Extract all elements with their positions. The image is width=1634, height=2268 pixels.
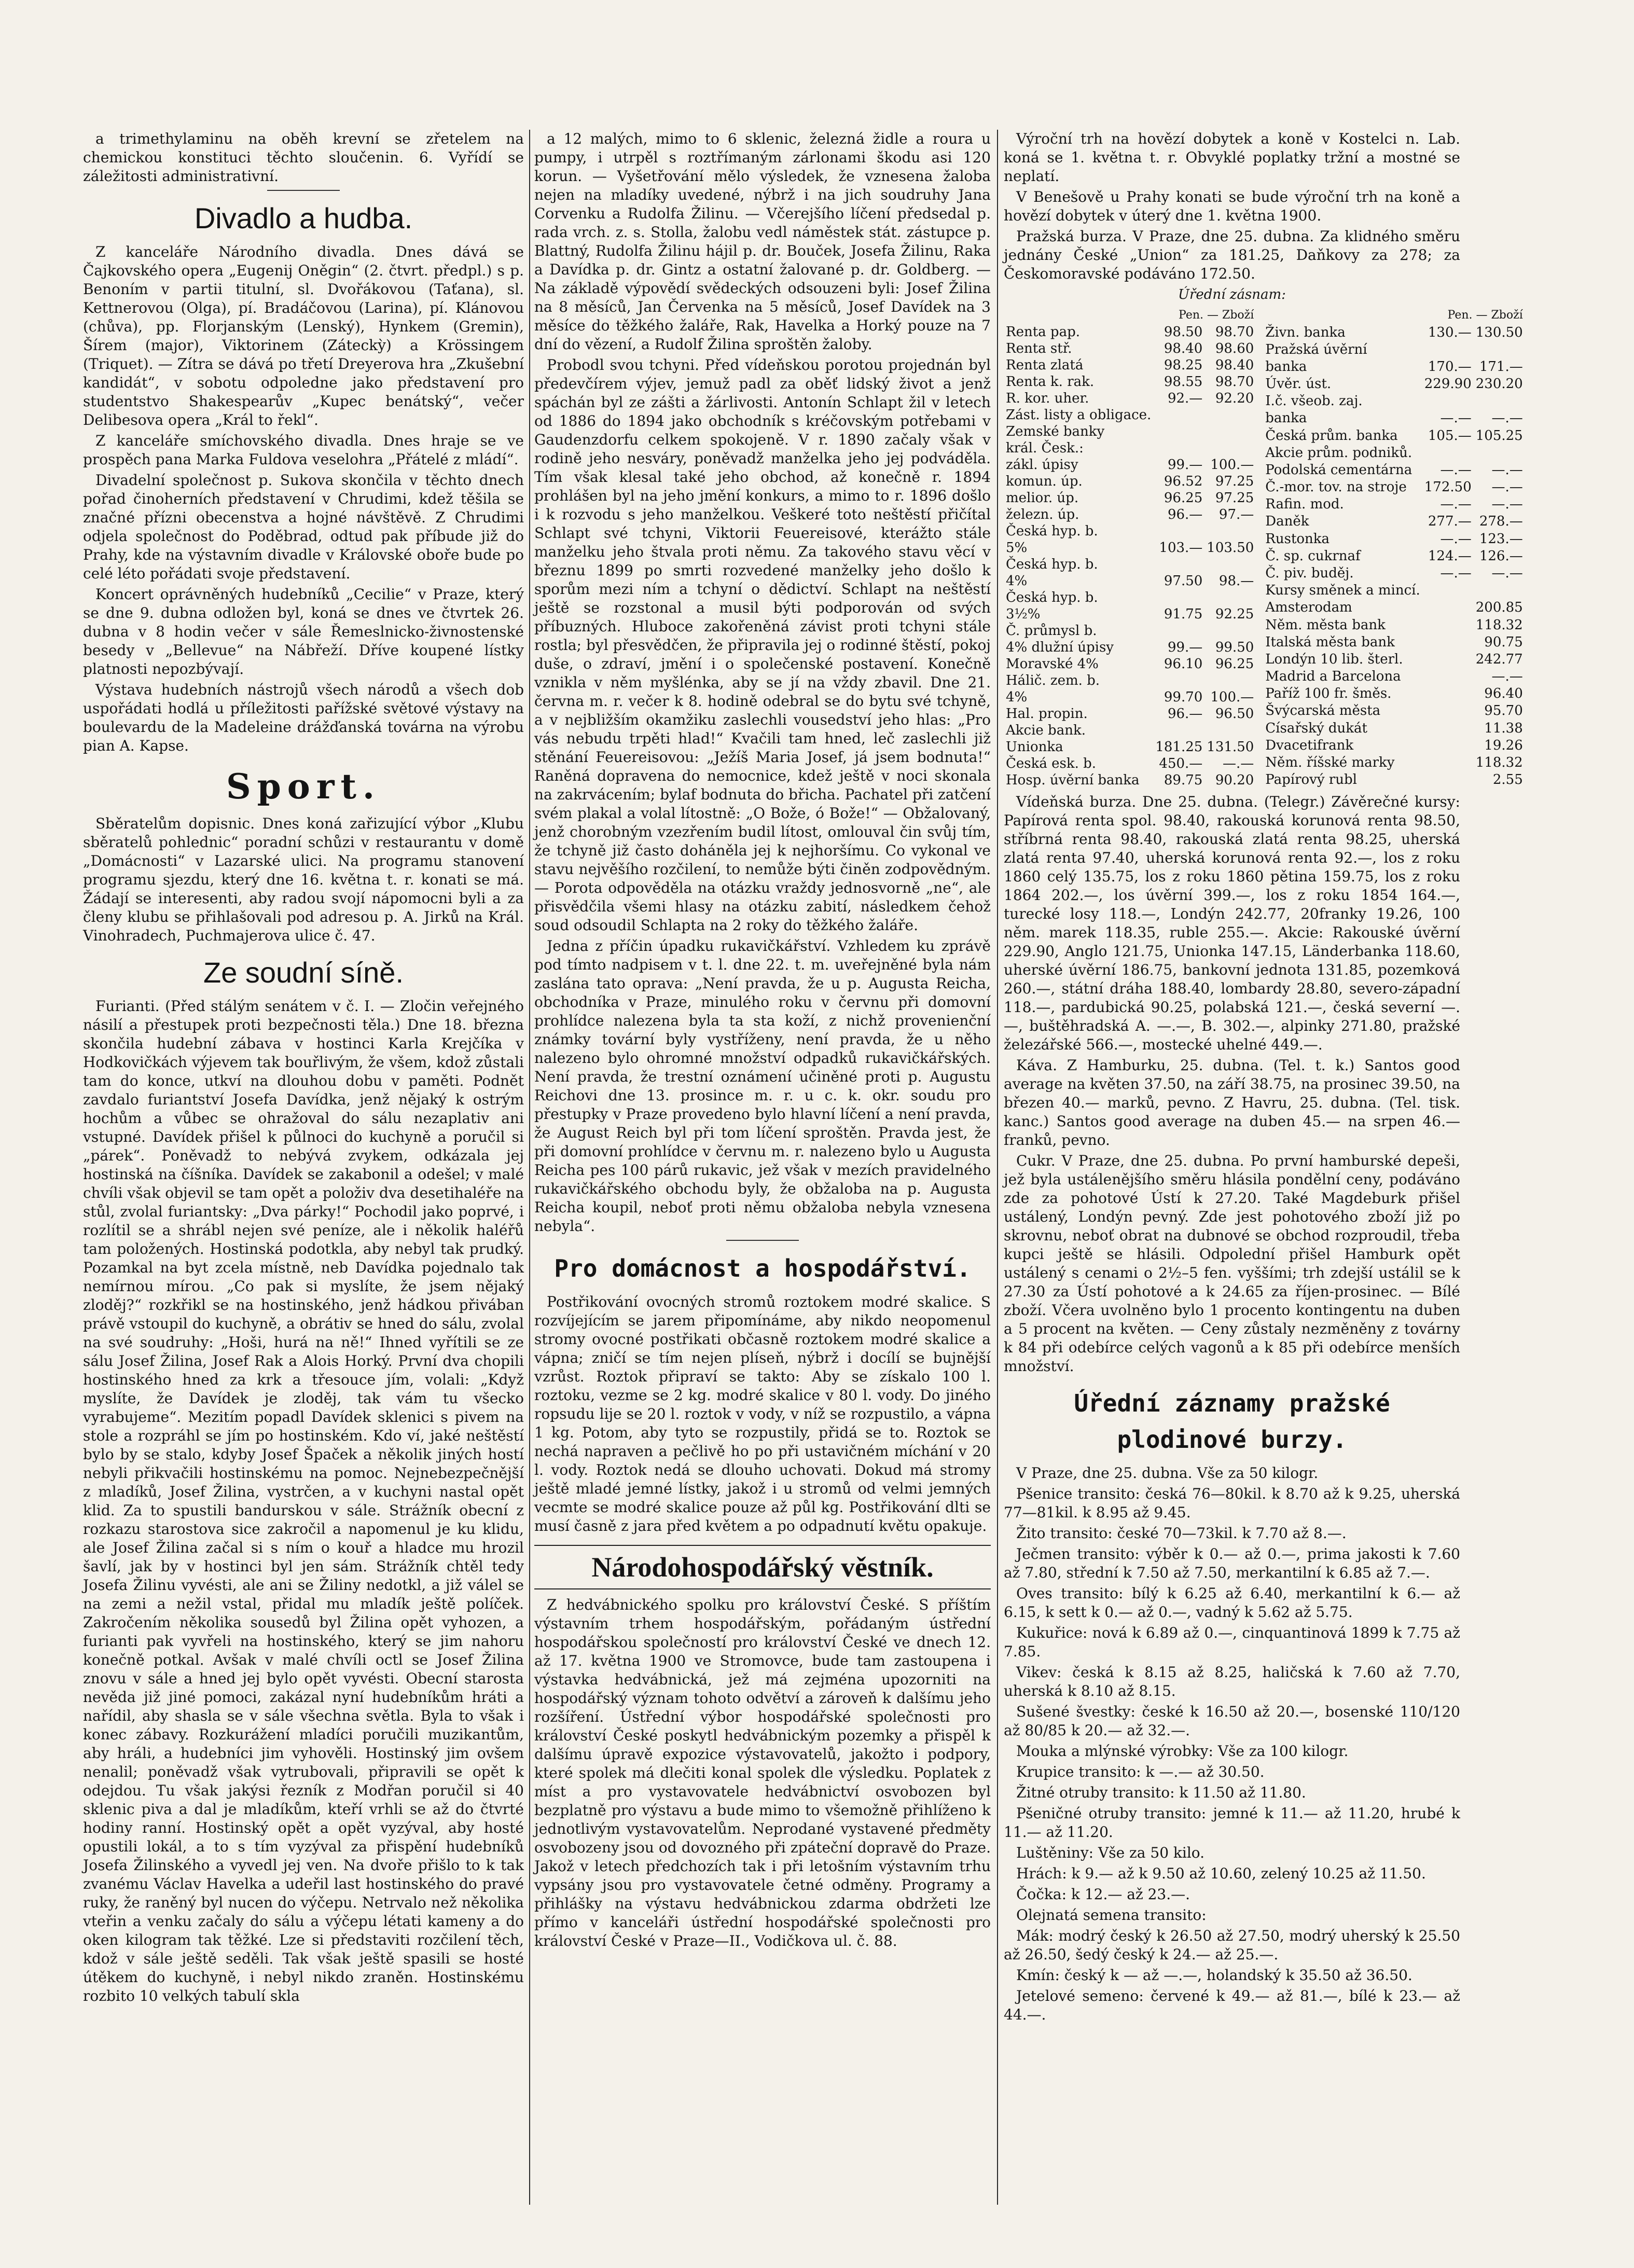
table-cell-value: 92.20 <box>1215 391 1254 406</box>
table-cell-value: 172.50 <box>1424 479 1472 495</box>
article-paragraph: Z kanceláře Národního divadla. Dnes dává se Čajkovského opera „Eugenij Oněgin“ (2. čtvrt. předpl.) s p. Benoním v partii titulní, sl. Dvořákovou (Taťana), sl. Kettnerovou (Olga), pí. Bradáčovou (Larina), pí. Klánovou (chůva), pp. Florjanským (Lenský), Hynkem (Gremin), Šírem (major), Viktorinem (Záteckỳ) a Krössingem (Triquet). — Zítra se dává po třetí Dreyerova hra „Zkušební kandidát“, v sobotu odpoledne jako představení pro studentstvo Shakespearův „Kupec benátský“, večer Delibesova opera „Král to řekl“. <box>83 243 524 428</box>
table-cell-value <box>1474 393 1525 410</box>
table-cell-value: 170.— <box>1428 358 1472 375</box>
table-row <box>1004 324 1256 340</box>
table-cell-label: Unionka <box>1006 739 1063 755</box>
column-3 <box>1004 130 1523 2205</box>
table-cell-value <box>1204 672 1256 689</box>
table-cell-value <box>1153 623 1204 639</box>
table-cell-label: Č. průmysl b. <box>1006 623 1097 639</box>
exchange-table-left <box>1004 307 1256 789</box>
table-row <box>1004 639 1256 656</box>
table-cell-value: 99.— <box>1167 457 1203 473</box>
column-rule <box>997 130 998 2205</box>
table-cell-label: Císařský dukát <box>1265 720 1367 736</box>
table-row <box>1263 651 1525 668</box>
article-paragraph: Výroční trh na hovězí dobytek a koně v Kostelci n. Lab. koná se 1. května t. r. Obvyklé poplatky tržní a mostné se neplatí. <box>1004 130 1460 185</box>
article-paragraph: V Benešově u Prahy konati se bude výroční trh na koně a hovězí dobytek v úterý dne 1. května 1900. <box>1004 188 1460 224</box>
table-cell-value: 92.25 <box>1215 606 1254 622</box>
table-cell-label: Renta stř. <box>1006 341 1072 356</box>
section-heading-sport: Sport. <box>226 766 381 807</box>
table-cell-label: Amsterodam <box>1265 600 1352 616</box>
article-paragraph: Oves transito: bílý k 6.25 až 6.40, merkantilní k 6.— až 6.15, k sett k 0.— až 0.—, vadný k 5.62 až 5.75. <box>1004 1585 1460 1621</box>
table-cell-value <box>1422 702 1474 720</box>
table-cell-value <box>1153 523 1204 540</box>
table-header: Pen. — Zboží <box>1179 309 1254 322</box>
section-heading-domacnost: Pro domácnost a hospodářství. <box>554 1254 971 1282</box>
table-cell-value <box>1204 623 1256 639</box>
table-cell-value: 92.— <box>1167 391 1203 406</box>
table-row <box>1004 755 1256 772</box>
column-2 <box>534 130 991 2205</box>
table-cell-value: 98.— <box>1218 573 1254 589</box>
table-cell-label: 3½% <box>1006 606 1041 622</box>
table-cell-label: Česká hyp. b. <box>1006 590 1098 605</box>
table-row <box>1263 513 1525 530</box>
table-cell-value: 98.40 <box>1164 341 1203 356</box>
table-cell-value <box>1422 616 1474 633</box>
article-paragraph: V Praze, dne 25. dubna. Vše za 50 kilogr. <box>1016 1464 1319 1482</box>
article-paragraph: Cukr. V Praze, dne 25. dubna. Po první hamburské depeši, jež byla ustálenějšího směru hlásila pondělní ceny, podáváno zde za pohotové Ústí k 27.20. Také Magdeburk přišel ustálený, Londýn pevný. Zde jest pohotového zboží již po skrovnu, neboť obrat na dubnové se obchod rozproudil, třeba kupci ještě se hlásili. Odpolední přišel Hamburk opět ustálený s cenami o 2½–5 fen. vyššími; trh zdejší ustálil se k 27.30 za Ústí pohotové a k 24.65 za říjen-prosinec. — Bílé zboží. Včera uvolněno bylo 1 procento kontingentu na duben a 5 procent na květen. — Ceny zůstaly nezměněny z továrny k 84 při odebírce celých vagonů a k 85 při odebírce menších množství. <box>1004 1152 1460 1375</box>
table-cell-value: —.— <box>1223 756 1254 771</box>
table-cell-value: 99.— <box>1167 640 1203 655</box>
table-row <box>1263 564 1525 582</box>
table-cell-label: Papírový rubl <box>1265 772 1357 788</box>
table-cell-value <box>1153 440 1204 457</box>
table-cell-value: 181.25 <box>1155 739 1203 755</box>
article-paragraph: Čočka: k 12.— až 23.—. <box>1016 1886 1190 1903</box>
table-cell-value: 96.40 <box>1484 686 1523 702</box>
table-cell-label: Renta zlatá <box>1006 357 1084 373</box>
table-cell-label: Londýn 10 lib. šterl. <box>1265 651 1403 667</box>
table-cell-value: 96.10 <box>1164 656 1203 672</box>
table-cell-label: Paříž 100 fr. šměs. <box>1265 686 1392 702</box>
table-cell-label: Rafin. mod. <box>1265 496 1344 513</box>
table-cell-value: 278.— <box>1479 514 1523 530</box>
section-heading-narodohospodarsky: Národohospodářský věstník. <box>534 1545 991 1589</box>
table-cell-label: 4% dlužní úpisy <box>1006 640 1114 655</box>
table-cell-label: Česká hyp. b. <box>1006 557 1098 572</box>
table-row <box>1263 702 1525 720</box>
column-rule <box>529 130 530 2205</box>
table-row <box>1004 722 1256 739</box>
table-cell-value: 97.50 <box>1164 573 1203 589</box>
table-cell-value: 229.90 <box>1424 376 1472 392</box>
article-paragraph: Jetelové semeno: červené k 49.— až 81.—, bílé k 23.— až 44.—. <box>1004 1987 1460 2023</box>
table-cell-label: Česká esk. b. <box>1006 756 1097 771</box>
table-cell-value <box>1422 582 1474 599</box>
table-cell-value: —.— <box>1440 410 1472 426</box>
article-paragraph: a 12 malých, mimo to 6 sklenic, železná židle a roura u pumpy, i utrpěl s roztřímaným zárlonami škodu asi 120 korun. — Vyšetřování mělo výsledek, že vznesena žaloba nejen na mladíky uvedené, nýbrž i na jich soudruhy Jana Corvenku a Rudolfa Žilinu. — Včerejšího líčení předsedal p. rada vrch. z. s. Stolla, žalobu vedl náměstek stát. zástupce p. Blattný, Rudolfa Žilinu hájil p. dr. Bouček, Josefa Žilinu, Raka a Davídka p. dr. Gintz a ostatní žalované p. dr. Goldberg. — Na základě výpovědí svědeckých odsouzeni byli: Josef Žilina na 8 měsíců, Jan Červenka na 5 měsíců, Josef Davídek na 3 měsíce do těžkého žaláře, Rak, Havelka a Horký pouze na 7 dní do vězení, a Rudolf Žilina sproštěn žaloby. <box>534 130 991 353</box>
table-cell-label: Hosp. úvěrní banka <box>1006 772 1140 788</box>
table-cell-label: R. kor. uher. <box>1006 391 1089 406</box>
table-row <box>1004 440 1256 457</box>
table-cell-value: 97.25 <box>1215 474 1254 489</box>
table-cell-value: 98.60 <box>1215 341 1254 356</box>
article-paragraph: Probodl svou tchyni. Před vídeňskou porotou projednán byl předevčírem výjev, jemuž padl za oběť lidský život a jenž spáchán byl ze zášti a žárlivosti. Antonín Schlapt žil v letech od 1886 do 1894 jako obchodník s kréčovským potřebami v Gaudenzdorfu celkem spokojeně. V r. 1890 začaly však v rodině jeho nesváry, poněvadž manželka jeho jej podváděla. Tím však klesal také jeho obchod, až konečně r. 1894 prohlášen byl na jeho jmění konkurs, a mimo to r. 1896 došlo i k rozvodu s jeho manželkou. Veškeré toto neštěstí přičítal Schlapt své tchyni, Viktorii Feuereisové, kterážto stále manželku jeho štvala proti němu. Za takového stavu věcí v březnu 1899 po smrti rozvedené manželky jeho došlo k sporům mezi ním a tchyní o dědictví. Schlapt na neštěstí ještě se rozstonal a musil býti podporován od svých příbuzných. Hluboce zakořeněná závist proti tchyni stále rostla; byl přesvědčen, že připravila jej o rodinné štěstí, pokoj duše, o zdraví, jmění i o společenské postavení. Konečně vznikla v něm myšlénka, aby se jí na vždy zbavil. Dne 21. června m. r. večer k 8. hodině odebral se do bytu své tchyně, a v nejbližším okamžiku zaslechli vousedství jeho hlas: „Pro vás nebudu trpěti hlad!“ Kvačili tam hned, leč zaslechli již stěnání Feuereisovou: „Ježíš Maria Josef, já jsem bodnuta!“ Raněná dopravena do nemocnice, kdež ještě v noci skonala na zakrvácením; bylaf bodnuta do břicha. Pachatel při zatčení svém plakal a volal lítostně: „O Bože, ó Bože!“ — Obžalovaný, jenž chorobným vzezřením budil lítost, omlouval čin svůj tím, že tchyně již často doháněla jej k nejhoršímu. Co vykonal ve stavu nejvěšího rozčilení, to nemůže býti činěn zodpovědným. — Porota odpověděla na otázku vraždy jednosvorně „ne“, ale přisvědčila všemi hlasy na otázku zabití, následkem čehož soud odsoudil Schlapta na 2 roky do těžkého žaláře. <box>534 356 991 934</box>
table-row <box>1004 457 1256 473</box>
article-paragraph: Pšenice transito: česká 76—80kil. k 8.70 až k 9.25, uherská 77—81kil. k 8.95 až 9.45. <box>1004 1485 1460 1521</box>
table-cell-value <box>1474 582 1525 599</box>
table-cell-value: 96.52 <box>1164 474 1203 489</box>
table-cell-label: Něm. města bank <box>1265 617 1386 633</box>
table-row <box>1004 772 1256 789</box>
table-cell-value: —.— <box>1491 410 1523 426</box>
table-row <box>1004 357 1256 374</box>
table-cell-value: 91.75 <box>1164 606 1203 622</box>
table-cell-label: zákl. úpisy <box>1006 457 1078 473</box>
table-cell-label: melior. úp. <box>1006 490 1079 506</box>
table-cell-value: 100.— <box>1210 457 1254 473</box>
article-paragraph: Olejnatá semena transito: <box>1016 1906 1207 1924</box>
table-row <box>1004 689 1256 706</box>
table-row <box>1263 461 1525 478</box>
table-row <box>1004 623 1256 639</box>
table-row <box>1004 540 1256 556</box>
table-cell-label: Renta k. rak. <box>1006 374 1095 390</box>
table-cell-value <box>1153 589 1204 606</box>
table-cell-value: —.— <box>1440 565 1472 581</box>
table-cell-value: 277.— <box>1428 514 1472 530</box>
article-paragraph: Žitné otruby transito: k 11.50 až 11.80. <box>1016 1784 1306 1801</box>
table-cell-value: 230.20 <box>1475 376 1523 392</box>
table-cell-value: 126.— <box>1479 548 1523 564</box>
table-cell-value: 124.— <box>1428 548 1472 564</box>
article-paragraph: Jedna z příčin úpadku rukavičkářství. Vzhledem ku zprávě pod tímto nadpisem v t. l. dne 22. t. m. uveřejněné byla nám zaslána tato oprava: „Není pravda, že u p. Augusta Reicha, obchodníka v Praze, minulého roku v červnu při domovní prohlídce nalezena byla ta sta koží, z nichž provenienční známky tovární byly vystříženy, není pravda, že u něho nalezeno bylo ohromné množství odpadků rukavičkářských. Není pravda, že trestní oznámení učiněné proti p. Augustu Reichovi dne 13. prosince m. r. u c. k. okr. soudu pro přestupky v Praze provedeno bylo hlavní líčení a není pravda, že August Reich byl při tom líčení sproštěn. Pravda jest, že při domovní prohlídce v červnu m. r. nalezeno bylo u Augusta Reicha pes 100 párů rukavic, jež však v mezích pravidelného rukavičkářského obchodu byly, že obžaloba na p. Augusta Reicha koupil, neboť proti němu obžaloba nebyla vznesena nebyla“. <box>534 937 991 1235</box>
table-row <box>1263 376 1525 393</box>
table-row <box>1004 523 1256 540</box>
table-cell-value: 96.— <box>1167 706 1203 722</box>
table-row <box>1004 374 1256 390</box>
table-cell-label: banka <box>1265 410 1307 426</box>
table-row <box>1004 739 1256 755</box>
article-paragraph: a trimethylaminu na oběh krevní se zřetelem na chemickou konstituci těchto sloučenin. 6. Vyřídí se záležitosti administrativní. <box>83 130 524 185</box>
table-cell-value <box>1422 737 1474 754</box>
article-paragraph: Kmín: český k — až —.—, holandský k 35.50 až 36.50. <box>1016 1967 1413 1984</box>
table-cell-value <box>1422 651 1474 668</box>
table-cell-value <box>1204 523 1256 540</box>
table-row <box>1004 672 1256 689</box>
table-cell-value <box>1422 668 1474 685</box>
table-cell-value: 130.50 <box>1475 324 1523 340</box>
table-row <box>1004 606 1256 623</box>
article-paragraph: Vikev: česká k 8.15 až 8.25, haličská k 7.60 až 7.70, uherská k 8.10 až 8.15. <box>1004 1664 1460 1699</box>
table-cell-value <box>1422 720 1474 737</box>
table-cell-value <box>1153 407 1204 423</box>
table-cell-value: —.— <box>1491 669 1523 685</box>
article-paragraph: Sušené švestky: české k 16.50 až 20.—, bosenské 110/120 až 80/85 k 20.— až 32.—. <box>1004 1703 1460 1739</box>
table-row <box>1263 358 1525 375</box>
table-cell-value: 11.38 <box>1484 720 1523 736</box>
table-cell-label: 4% <box>1006 689 1028 705</box>
table-cell-value: 100.— <box>1210 689 1254 705</box>
table-cell-value: 105.— <box>1428 427 1472 444</box>
table-row <box>1263 496 1525 513</box>
article-paragraph: Luštěniny: Vše za 50 kilo. <box>1016 1844 1205 1861</box>
table-cell-value <box>1204 722 1256 739</box>
section-heading-plodinova-burza: Úřední záznamy pražské plodinové burzy. <box>1074 1389 1390 1454</box>
table-cell-value: 98.70 <box>1215 324 1254 340</box>
table-cell-label: Něm. říšské marky <box>1265 754 1395 770</box>
table-cell-value <box>1204 556 1256 573</box>
article-paragraph: Mák: modrý český k 26.50 až 27.50, modrý uherský k 25.50 až 26.50, šedý český k 24.— až 25.—. <box>1004 1927 1460 1963</box>
article-paragraph: Káva. Z Hamburku, 25. dubna. (Tel. t. k.) Santos good average na květen 37.50, na září 38.75, na prosinec 39.50, na březen 40.— marků, pevno. Z Havru, 25. dubna. (Tel. tisk. kanc.) Santos good average na duben 45.— na srpen 46.— franků, pevno. <box>1004 1057 1460 1149</box>
table-cell-value <box>1422 771 1474 789</box>
table-cell-label: Rustonka <box>1265 531 1330 547</box>
table-row <box>1004 656 1256 672</box>
table-cell-label: Akcie bank. <box>1006 723 1086 738</box>
article-paragraph: Krupice transito: k —.— až 30.50. <box>1016 1763 1265 1780</box>
article-paragraph: Z hedvábnického spolku pro království České. S příštím výstavním trhem hospodářským, pořádaným ústřední hospodářskou společností pro království České ve dnech 12. až 17. května 1900 ve Stromovce, bude tam zastoupena i výstavka hedvábnická, jež má zejména upozorniti na hospodářský význam tohoto odvětví a zároveň k dalšímu jeho rozšíření. Ústřední výbor hospodářské společnosti pro království České poskytl hedvábnickým pozemky a přispěl k dalšímu úpravě expozice výstavovatelů, jakožto i podpory, které spolek má dlečiti konal spolek dle výsledku. Poplatek z míst a pro vystavovatele hedvábnictví osvobozen byl bezplatně pro výstavu a bude mimo to všemožně přihlíženo k jednotlivým vystavovatelům. Neprodané vystavené předměty osvobozeny jsou od dovozného při zpáteční dopravě do Praze. Jakož v letech předchozích tak i při letošním výstavním trhu vypsány jsou pro vystavovatele četné odměny. Programy a přihlášky na výstavu hedvábnickou zdarma obdržeti lze přímo v kanceláři ústřední hospodářské společnosti pro království České v Praze—II., Vodičkova ul. č. 88. <box>534 1596 991 1949</box>
table-row <box>1263 633 1525 651</box>
article-paragraph: Z kanceláře smíchovského divadla. Dnes hraje se ve prospěch pana Marka Fuldova veselohra „Přátelé z mládí“. <box>83 432 524 468</box>
separator-rule <box>726 1240 799 1241</box>
table-cell-label: Č. sp. cukrnaf <box>1265 548 1361 564</box>
table-cell-label: komun. úp. <box>1006 474 1083 489</box>
table-cell-label: král. Česk.: <box>1006 440 1084 456</box>
table-cell-value <box>1474 341 1525 358</box>
table-cell-value <box>1422 633 1474 651</box>
table-cell-value <box>1153 672 1204 689</box>
table-cell-label: Italská města bank <box>1265 634 1395 650</box>
section-heading-divadlo: Divadlo a hudba. <box>194 202 413 234</box>
article-paragraph: Hrách: k 9.— až k 9.50 až 10.60, zelený 10.25 až 11.50. <box>1016 1865 1426 1882</box>
table-cell-value: 97.25 <box>1215 490 1254 506</box>
table-cell-value <box>1422 599 1474 616</box>
separator-rule <box>267 190 340 191</box>
table-cell-label: Švýcarská města <box>1265 703 1381 719</box>
table-cell-label: I.č. všeob. zaj. <box>1265 393 1363 409</box>
table-cell-value: 90.20 <box>1215 772 1254 788</box>
table-cell-value <box>1204 407 1256 423</box>
table-cell-value: 98.50 <box>1164 324 1203 340</box>
table-cell-label: Moravské 4% <box>1006 656 1099 672</box>
table-row <box>1004 407 1256 423</box>
table-cell-label: 5% <box>1006 540 1028 556</box>
table-row <box>1263 530 1525 547</box>
table-cell-value: 19.26 <box>1484 737 1523 753</box>
table-cell-label: Madrid a Barcelona <box>1265 669 1401 685</box>
table-cell-value: 105.25 <box>1475 427 1523 444</box>
article-paragraph: Postřikování ovocných stromů roztokem modré skalice. S rozvíjejícím se jarem připomínáme, aby nikdo neopomenul stromy ovocné postřikati občasně roztokem modré skalice a vápna; zničí se tím nejen plíseň, nýbrž i docílí se bujnější vzrůst. Roztok připraví se takto: Aby se získalo 100 l. roztoku, vezme se 2 kg. modré skalice v 80 l. vody. Do jiného ropsudu lije se 20 l. roztok v vody, v níž se rozpustilo, a vápna 1 kg. Potom, aby tyto se rozpustily, přidá se to. Roztok se nechá napraven a pečlivě ho po při ustavičném míchání v 20 l. vody. Roztok nedá se dlouho uchovati. Dokud má stromy ještě mladé jemné lístky, jakož i u stromů od velmi jemných vecmte se modré skalice pouze až půl kg. Postřikování dlti se musí časně z jara před květem a po odpadnutí květu opakuje. <box>534 1293 991 1534</box>
table-cell-value: 118.32 <box>1475 617 1523 633</box>
table-cell-value: 130.— <box>1428 324 1472 340</box>
table-cell-value: 95.70 <box>1484 703 1523 719</box>
exchange-table <box>1004 307 1523 789</box>
table-row <box>1263 668 1525 685</box>
table-cell-value: 96.25 <box>1164 490 1203 506</box>
table-row <box>1004 506 1256 523</box>
table-row <box>1263 444 1525 461</box>
table-row <box>1263 547 1525 564</box>
article-paragraph: Pšeničné otruby transito: jemné k 11.— až 11.20, hrubé k 11.— až 11.20. <box>1004 1805 1460 1841</box>
table-cell-value <box>1153 423 1204 440</box>
table-cell-label: banka <box>1265 358 1307 375</box>
table-row <box>1263 754 1525 771</box>
table-cell-label: Zást. listy a obligace. <box>1006 407 1152 423</box>
table-cell-value: 200.85 <box>1475 600 1523 616</box>
article-paragraph: Výstava hudebních nástrojů všech národů a všech dob uspořádati hodlá u příležitosti pařížské světové výstavy na boulevardu de la Madeleine drážďanská továrna na výrobu pian A. Kapse. <box>83 681 524 754</box>
table-cell-label: Česká hyp. b. <box>1006 523 1098 539</box>
table-cell-label: Č.-mor. tov. na stroje <box>1265 479 1407 495</box>
table-cell-value: 123.— <box>1479 531 1523 547</box>
table-row <box>1263 599 1525 616</box>
table-row <box>1263 771 1525 789</box>
article-paragraph: Mouka a mlýnské výrobky: Vše za 100 kilogr. <box>1016 1743 1349 1760</box>
table-row <box>1004 473 1256 490</box>
article-paragraph: Furianti. (Před stálým senátem v č. I. — Zločin veřejného násilí a přestupek proti bezpečnosti těla.) Dne 18. března skončila hudební zábava v hostinci Karla Krejčíka v Hodkovičkách výjevem tak bouřlivým, že všem, kdož zůstali tam do konce, utkví na dlouhou dobu v paměti. Podnět zavdalo furiantství Josefa Davídka, jenž nějaký k ostrým hochům a vůbec se ohražoval do sálu nezaplativ ani vstupné. Davídek přišel k půlnoci do kuchyně a poručil si „párek“. Poněvadž to nebývá zvykem, odkázala jej hostinská na číšníka. Davídek se zakabonil a odešel; v malé chvíli však objevil se tam opět a položiv dva desetihaléře na stůl, zvolal furiantsky: „Dva párky!“ Pochodil jako poprvé, i rozlítil se a shrábl nejen své peníze, ale i několik haléřů tam položených. Hostinská podotkla, aby nebyl tak prudký. Pozamkal na byt zcela místně, neb Davídka pojednalo tak nemírnou mírou. „Co pak si myslíte, že jsem nějaký zloděj?“ rozkřikl se na hostinského, jenž hádkou přivában právě vstoupil do kuchyně, a obrátiv se hned do sálu, zvolal na své soudruhy: „Hoši, hurá na ně!“ Ihned vyřítili se ze sálu Josef Žilina, Josef Rak a Alois Horký. První dva chopili hostinského hned za krk a třesouce jím, volali: „Když myslíte, že Davídek je zloděj, tak vám tu všecko vyrabujeme“. Mezitím popadl Davídek sklenici s pivem na stole a rozpráhl se jím po hostinském. Kdo ví, jaké neštěstí bylo by se stalo, kdyby Josef Špaček a několik jiných hostí nebyli přikvačili hostinskému na pomoc. Nejnebezpečnější z mladíků, Josef Žilina, vystrčen, a v kuchyni nastal opět klid. Za to spustili bandurskou v sále. Strážník obecní z rozkazu starostova sice zakročil a napomenul je ku klidu, ale Josef Žilina začal si s ním o kouř a hladce mu hrozil šavlí, jak by v hostinci byl jen sám. Strážník chtěl tedy Josefa Žilinu vyvésti, ale ani se Žiliny nedotkl, a již válel se na zemi a nežil vstal, přidal mu mladík ještě políček. Zakročením několika sousedů byl Žilina opět vyhozen, a furianti pak vyvřeli na hostinského, který se jim nahoru konečně potkal. Avšak v malé chvíli octl se Josef Žilina znovu v sále a hned jej bylo opět vyvésti. Obecní starosta nevěda již jiné pomoci, zakázal nyní hudebníkům hráti a nařídil, aby shasla se v sále všechna světla. Byla to však i konec zábavy. Rozkurážení mladíci poručili muzikantům, aby hráli, a hudebníci jim vyhověli. Hostinský jim ovšem nenalil; poněvadž však vytrubovali, připravili se opět k odejdou. Tu však jakýsi řezník z Modřan poručil si 40 sklenic piva a dal je mladíkům, kteří vrhli se až do čtvrté hodiny ranní. Hostinský opět a opět vyzýval, aby hosté opustili lokál, a to s tím vyzýval za přispění hudebníků Josefa Žilinského a vyvedl jej ven. Na dvoře přišlo to k tak zvanému Václav Havelka a udeřil last hostinského do pravé ruky, že raněný byl nucen do výčepu. Netrvalo než několika vteřin a venku začaly do sálu a výčepu létati kameny a do oken kilogram tak těžké. Lze si představiti rozčilení těch, kdož v sále ještě seděli. Tak však ještě spasili se hosté útěkem do kuchyně, i nebyl nikdo zraněn. Hostinskému rozbito 10 velkých tabulí skla <box>83 998 524 2004</box>
table-cell-label: Zemské banky <box>1006 424 1105 439</box>
table-row <box>1263 616 1525 633</box>
table-cell-value: 90.75 <box>1484 634 1523 650</box>
table-cell-value: 98.70 <box>1215 374 1254 390</box>
table-cell-value: 98.25 <box>1164 357 1203 373</box>
table-cell-value: 103.50 <box>1207 540 1254 556</box>
table-cell-label: železn. úp. <box>1006 507 1079 522</box>
table-cell-value <box>1422 444 1474 461</box>
table-cell-label: 4% <box>1006 573 1028 589</box>
table-cell-value: 118.32 <box>1475 754 1523 770</box>
table-cell-value: 103.— <box>1159 540 1203 556</box>
table-cell-value: 96.— <box>1167 507 1203 522</box>
table-cell-value: 98.40 <box>1215 357 1254 373</box>
table-cell-value: 98.55 <box>1164 374 1203 390</box>
table-cell-value <box>1474 444 1525 461</box>
table-cell-value: —.— <box>1491 479 1523 495</box>
table-cell-label: Č. piv. buděj. <box>1265 565 1354 581</box>
table-row <box>1263 393 1525 410</box>
table-row <box>1263 737 1525 754</box>
table-cell-value: —.— <box>1491 496 1523 513</box>
table-cell-label: Akcie prům. podniků. <box>1265 445 1413 461</box>
article-paragraph: Divadelní společnost p. Sukova skončila v těchto dnech pořad činoherních představení v Chrudimi, kdež těšila se značné přízni obecenstva a hojné návštěvě. Z Chrudimi odjela společnost do Poděbrad, odtud pak příbude již do Prahy, kde na výstavním divadle v Královské oboře bude po celé léto pořádati svoje představení. <box>83 472 524 582</box>
table-cell-label: Daněk <box>1265 514 1309 530</box>
article-paragraph: Kukuřice: nová k 6.89 až 0.—, cinquantinová 1899 k 7.75 až 7.85. <box>1004 1624 1460 1660</box>
table-title: Úřední zásnam: <box>1178 287 1286 302</box>
table-row <box>1263 410 1525 427</box>
table-cell-value: —.— <box>1440 496 1472 513</box>
table-cell-value <box>1422 393 1474 410</box>
table-row <box>1004 573 1256 589</box>
article-paragraph: Ječmen transito: výběr k 0.— až 0.—, prima jakosti k 7.60 až 7.80, střední k 7.50 až 7.50, merkantilní k 6.85 až 7.—. <box>1004 1545 1460 1581</box>
table-cell-label: Živn. banka <box>1265 324 1346 340</box>
table-cell-value: 171.— <box>1479 358 1523 375</box>
table-cell-value <box>1153 556 1204 573</box>
article-paragraph: Sběratelům dopisnic. Dnes koná zařizující výbor „Klubu sběratelů pohlednic“ poradní schůzi v restaurantu v domě „Domácnosti“ v Lazarské ulici. Na programu stanovení programu sjezdu, který dne 16. května t. r. konati se má. Žádají se interesenti, aby radou svojí nápomocni byli a za členy klubu se přihlašovali pod adresou p. A. Jirků na Král. Vinohradech, Puchmajerova ulice č. 47. <box>83 815 524 944</box>
table-cell-label: Dvacetifrank <box>1265 737 1354 753</box>
table-cell-value: 99.50 <box>1215 640 1254 655</box>
table-row <box>1263 427 1525 444</box>
table-cell-label: Podolská cementárna <box>1265 462 1413 478</box>
table-cell-value: 131.50 <box>1207 739 1254 755</box>
table-cell-value: 242.77 <box>1475 651 1523 667</box>
table-header: Pen. — Zboží <box>1447 309 1523 322</box>
table-row <box>1263 582 1525 599</box>
table-row <box>1263 720 1525 737</box>
column-1 <box>83 130 524 2205</box>
table-row <box>1004 423 1256 440</box>
table-row <box>1004 340 1256 357</box>
table-cell-label: Česká prům. banka <box>1265 427 1398 444</box>
table-row <box>1263 324 1525 341</box>
table-cell-value <box>1204 589 1256 606</box>
article-paragraph: Koncert oprávněných hudebníků „Cecilie“ v Praze, který se dne 9. dubna odložen byl, koná se dnes ve čtvrtek 26. dubna v 8 hodin večer v sále Řemeslnicko-živnostenské besedy v „Bellevue“ na Nábřeží. Dříve koupené lístky platnosti nepozbývají. <box>83 586 524 677</box>
table-row <box>1004 706 1256 722</box>
table-cell-value: —.— <box>1440 531 1472 547</box>
table-cell-label: Kursy směnek a mincí. <box>1265 583 1420 599</box>
table-cell-value <box>1422 341 1474 358</box>
table-cell-value: 96.25 <box>1215 656 1254 672</box>
table-cell-label: Renta pap. <box>1006 324 1080 340</box>
article-paragraph: Pražská burza. V Praze, dne 25. dubna. Za klidného směru jednány České „Union“ za 181.25, Daňkovy za 278; za Českomoravské podáváno 172.50. <box>1004 228 1460 282</box>
table-cell-label: Hálič. zem. b. <box>1006 673 1100 688</box>
table-cell-value: 96.50 <box>1215 706 1254 722</box>
table-row <box>1263 341 1525 358</box>
table-row <box>1004 589 1256 606</box>
table-cell-value: —.— <box>1491 565 1523 581</box>
table-cell-value: —.— <box>1491 462 1523 478</box>
table-cell-label: Pražská úvěrní <box>1265 341 1367 357</box>
table-row <box>1263 479 1525 496</box>
table-row <box>1004 390 1256 407</box>
table-cell-value: 450.— <box>1159 756 1203 771</box>
table-cell-value <box>1422 754 1474 771</box>
table-cell-value <box>1204 423 1256 440</box>
table-row <box>1004 556 1256 573</box>
exchange-table-right <box>1263 307 1525 789</box>
table-cell-value <box>1204 440 1256 457</box>
table-row <box>1263 685 1525 702</box>
table-cell-value: 89.75 <box>1164 772 1203 788</box>
table-cell-value: 97.— <box>1218 507 1254 522</box>
article-paragraph: Žito transito: české 70—73kil. k 7.70 až 8.—. <box>1016 1525 1347 1542</box>
table-cell-label: Úvěr. úst. <box>1265 376 1332 392</box>
table-cell-value: —.— <box>1440 462 1472 478</box>
table-cell-label: Hal. propin. <box>1006 706 1088 722</box>
table-cell-value <box>1153 722 1204 739</box>
table-row <box>1004 490 1256 506</box>
table-cell-value: 2.55 <box>1492 772 1523 788</box>
table-cell-value: 99.70 <box>1164 689 1203 705</box>
table-cell-value <box>1422 685 1474 702</box>
article-paragraph: Vídeňská burza. Dne 25. dubna. (Telegr.) Závěrečné kursy: Papírová renta spol. 98.40, rakouská korunová renta 98.50, stříbrná renta 98.40, rakouská zlatá renta 98.25, uherská zlatá renta 97.40, uherská korunová renta 92.—, los z roku 1860 celý 135.75, los z roku 1860 pětina 159.75, los z roku 1864 202.—, los úvěrní 399.—, los z roku 1854 164.—, turecké losy 118.—, Londýn 242.77, 20franky 19.26, 100 něm. marek 118.35, ruble 255.—. Akcie: Rakouské úvěrní 229.90, Anglo 121.75, Unionka 147.15, Länderbanka 118.60, uherské úvěrní 186.75, bankovní jednota 131.85, pozemková 260.—, státní dráha 188.40, lombardy 28.80, severo-západní 118.—, pardubická 90.25, polabská 121.—, česká severní —.—, buštěhradská A. —.—, B. 302.—, alpinky 271.80, pražské železářské 566.—, mostecké uhelné 449.—. <box>1004 793 1460 1053</box>
section-heading-soud: Ze soudní síně. <box>203 956 404 989</box>
